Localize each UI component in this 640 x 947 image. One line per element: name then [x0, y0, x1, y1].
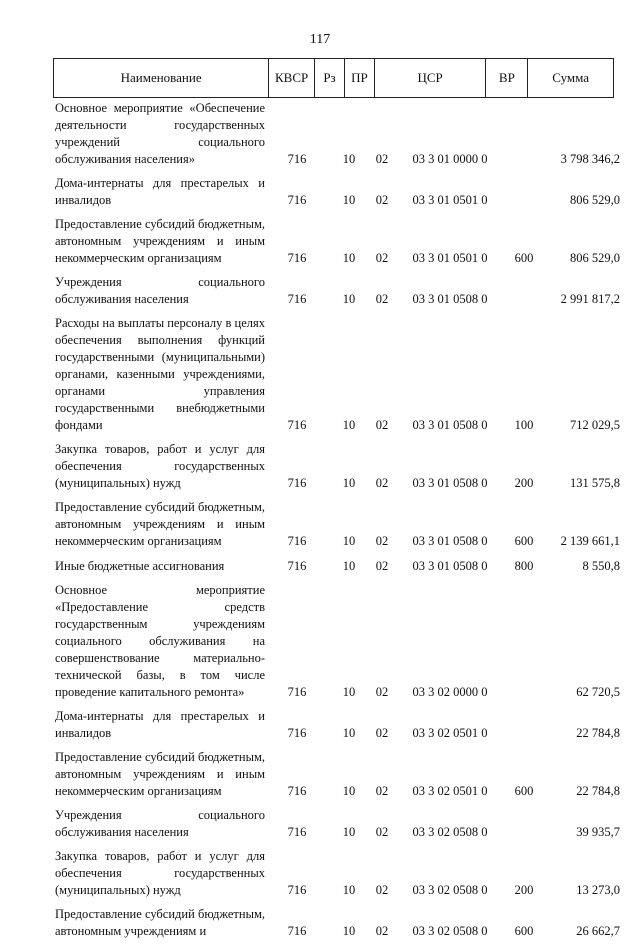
- table-row: [55, 848, 620, 899]
- cell-vr: 100: [514, 418, 534, 432]
- cell-rz: 10: [342, 152, 356, 166]
- cell-csr: 03 3 01 0508 0: [412, 559, 488, 573]
- cell-vr: 200: [514, 883, 534, 897]
- cell-vr: 600: [514, 251, 534, 265]
- table-row: [55, 499, 620, 550]
- cell-pr: 02: [375, 559, 389, 573]
- cell-vr: 600: [514, 784, 534, 798]
- cell-rz: 10: [342, 534, 356, 548]
- table-body: [55, 100, 620, 947]
- table-header: [53, 58, 614, 98]
- table-row: [55, 708, 620, 742]
- table-row: [55, 749, 620, 800]
- header-rz: Рз: [315, 59, 345, 97]
- cell-vr: 600: [514, 534, 534, 548]
- cell-kvsr: 716: [287, 152, 307, 166]
- cell-csr: 03 3 02 0501 0: [412, 726, 488, 740]
- cell-kvsr: 716: [287, 292, 307, 306]
- cell-pr: 02: [375, 476, 389, 490]
- cell-name: Дома-интернаты для престарелых и инвалидов: [55, 709, 265, 740]
- table-row: [55, 906, 620, 940]
- table-row: [55, 441, 620, 492]
- cell-name: Основное мероприятие «Обеспечение деятельности государственных учреждений социального обслуживания населения»: [55, 101, 265, 166]
- header-vr: ВР: [486, 59, 528, 97]
- cell-pr: 02: [375, 784, 389, 798]
- cell-name: Предоставление субсидий бюджетным, автономным учреждениям и иным некоммерческим организациям: [55, 217, 265, 265]
- cell-vr: 800: [514, 559, 534, 573]
- cell-name: Основное мероприятие «Предоставление средств государственным учреждениям социального обслуживания на совершенствование материально-технической базы, в том числе проведение капитального ремонта»: [55, 583, 265, 699]
- table-row: [55, 274, 620, 308]
- cell-rz: 10: [342, 825, 356, 839]
- cell-name: Расходы на выплаты персоналу в целях обеспечения выполнения функций государственными (муниципальными) органами, казенными учреждениями, органами управления государственными внебюджетными фондами: [55, 316, 265, 432]
- cell-kvsr: 716: [287, 883, 307, 897]
- cell-csr: 03 3 01 0508 0: [412, 292, 488, 306]
- header-sum: Сумма: [552, 70, 590, 85]
- cell-kvsr: 716: [287, 784, 307, 798]
- cell-kvsr: 716: [287, 825, 307, 839]
- cell-pr: 02: [375, 883, 389, 897]
- cell-csr: 03 3 01 0000 0: [412, 152, 488, 166]
- table-row: [55, 100, 620, 168]
- cell-rz: 10: [342, 685, 356, 699]
- cell-kvsr: 716: [287, 534, 307, 548]
- cell-name: Предоставление субсидий бюджетным, автономным учреждениям и иным некоммерческим организациям: [55, 750, 265, 798]
- cell-csr: 03 3 02 0501 0: [412, 784, 488, 798]
- cell-csr: 03 3 02 0000 0: [412, 685, 488, 699]
- cell-sum: 2 991 817,2: [560, 292, 620, 306]
- header-name: Наименование: [54, 59, 269, 97]
- cell-rz: 10: [342, 726, 356, 740]
- cell-sum: 2 139 661,1: [560, 534, 620, 548]
- cell-sum: 22 784,8: [576, 726, 620, 740]
- cell-sum: 3 798 346,2: [560, 152, 620, 166]
- table-row: [55, 175, 620, 209]
- cell-pr: 02: [375, 251, 389, 265]
- cell-sum: 806 529,0: [570, 193, 620, 207]
- cell-kvsr: 716: [287, 193, 307, 207]
- cell-kvsr: 716: [287, 559, 307, 573]
- cell-rz: 10: [342, 418, 356, 432]
- cell-sum: 39 935,7: [576, 825, 620, 839]
- cell-vr: 200: [514, 476, 534, 490]
- cell-sum: 62 720,5: [576, 685, 620, 699]
- table-row: [55, 216, 620, 267]
- cell-sum: 26 662,7: [576, 924, 620, 938]
- cell-csr: 03 3 02 0508 0: [412, 883, 488, 897]
- cell-rz: 10: [342, 883, 356, 897]
- cell-rz: 10: [342, 251, 356, 265]
- cell-pr: 02: [375, 825, 389, 839]
- cell-kvsr: 716: [287, 685, 307, 699]
- cell-name: Дома-интернаты для престарелых и инвалидов: [55, 176, 265, 207]
- cell-csr: 03 3 01 0508 0: [412, 534, 488, 548]
- cell-rz: 10: [342, 193, 356, 207]
- cell-name: Иные бюджетные ассигнования: [55, 559, 225, 573]
- cell-pr: 02: [375, 193, 389, 207]
- cell-csr: 03 3 01 0501 0: [412, 251, 488, 265]
- cell-kvsr: 716: [287, 476, 307, 490]
- cell-kvsr: 716: [287, 924, 307, 938]
- cell-pr: 02: [375, 418, 389, 432]
- page-number: 117: [309, 32, 331, 47]
- cell-kvsr: 716: [287, 251, 307, 265]
- cell-sum: 8 550,8: [582, 559, 620, 573]
- cell-sum: 131 575,8: [570, 476, 620, 490]
- cell-sum: 806 529,0: [570, 251, 620, 265]
- cell-pr: 02: [375, 924, 389, 938]
- table-row: [55, 315, 620, 434]
- table-row: [55, 558, 620, 575]
- cell-name: Предоставление субсидий бюджетным, автономным учреждениям и иным некоммерческим организациям: [55, 500, 265, 548]
- cell-name: Закупка товаров, работ и услуг для обеспечения государственных (муниципальных) нужд: [55, 442, 265, 490]
- cell-rz: 10: [342, 784, 356, 798]
- cell-rz: 10: [342, 559, 356, 573]
- header-csr: ЦСР: [375, 59, 487, 97]
- cell-sum: 22 784,8: [576, 784, 620, 798]
- cell-name: Закупка товаров, работ и услуг для обеспечения государственных (муниципальных) нужд: [55, 849, 265, 897]
- cell-pr: 02: [375, 534, 389, 548]
- table-row: [55, 582, 620, 701]
- cell-sum: 712 029,5: [570, 418, 620, 432]
- cell-kvsr: 716: [287, 418, 307, 432]
- table-row: [55, 807, 620, 841]
- cell-rz: 10: [342, 476, 356, 490]
- cell-name: Предоставление субсидий бюджетным, автономным учреждениям и: [55, 907, 265, 938]
- cell-csr: 03 3 01 0508 0: [412, 418, 488, 432]
- header-kvsr: КВСР: [269, 59, 315, 97]
- cell-rz: 10: [342, 924, 356, 938]
- cell-pr: 02: [375, 685, 389, 699]
- cell-pr: 02: [375, 292, 389, 306]
- cell-csr: 03 3 01 0508 0: [412, 476, 488, 490]
- cell-pr: 02: [375, 152, 389, 166]
- header-pr: ПР: [345, 59, 375, 97]
- cell-pr: 02: [375, 726, 389, 740]
- cell-sum: 13 273,0: [576, 883, 620, 897]
- cell-name: Учреждения социального обслуживания населения: [55, 275, 265, 306]
- cell-csr: 03 3 02 0508 0: [412, 924, 488, 938]
- cell-csr: 03 3 01 0501 0: [412, 193, 488, 207]
- cell-name: Учреждения социального обслуживания населения: [55, 808, 265, 839]
- cell-rz: 10: [342, 292, 356, 306]
- cell-csr: 03 3 02 0508 0: [412, 825, 488, 839]
- cell-vr: 600: [514, 924, 534, 938]
- cell-kvsr: 716: [287, 726, 307, 740]
